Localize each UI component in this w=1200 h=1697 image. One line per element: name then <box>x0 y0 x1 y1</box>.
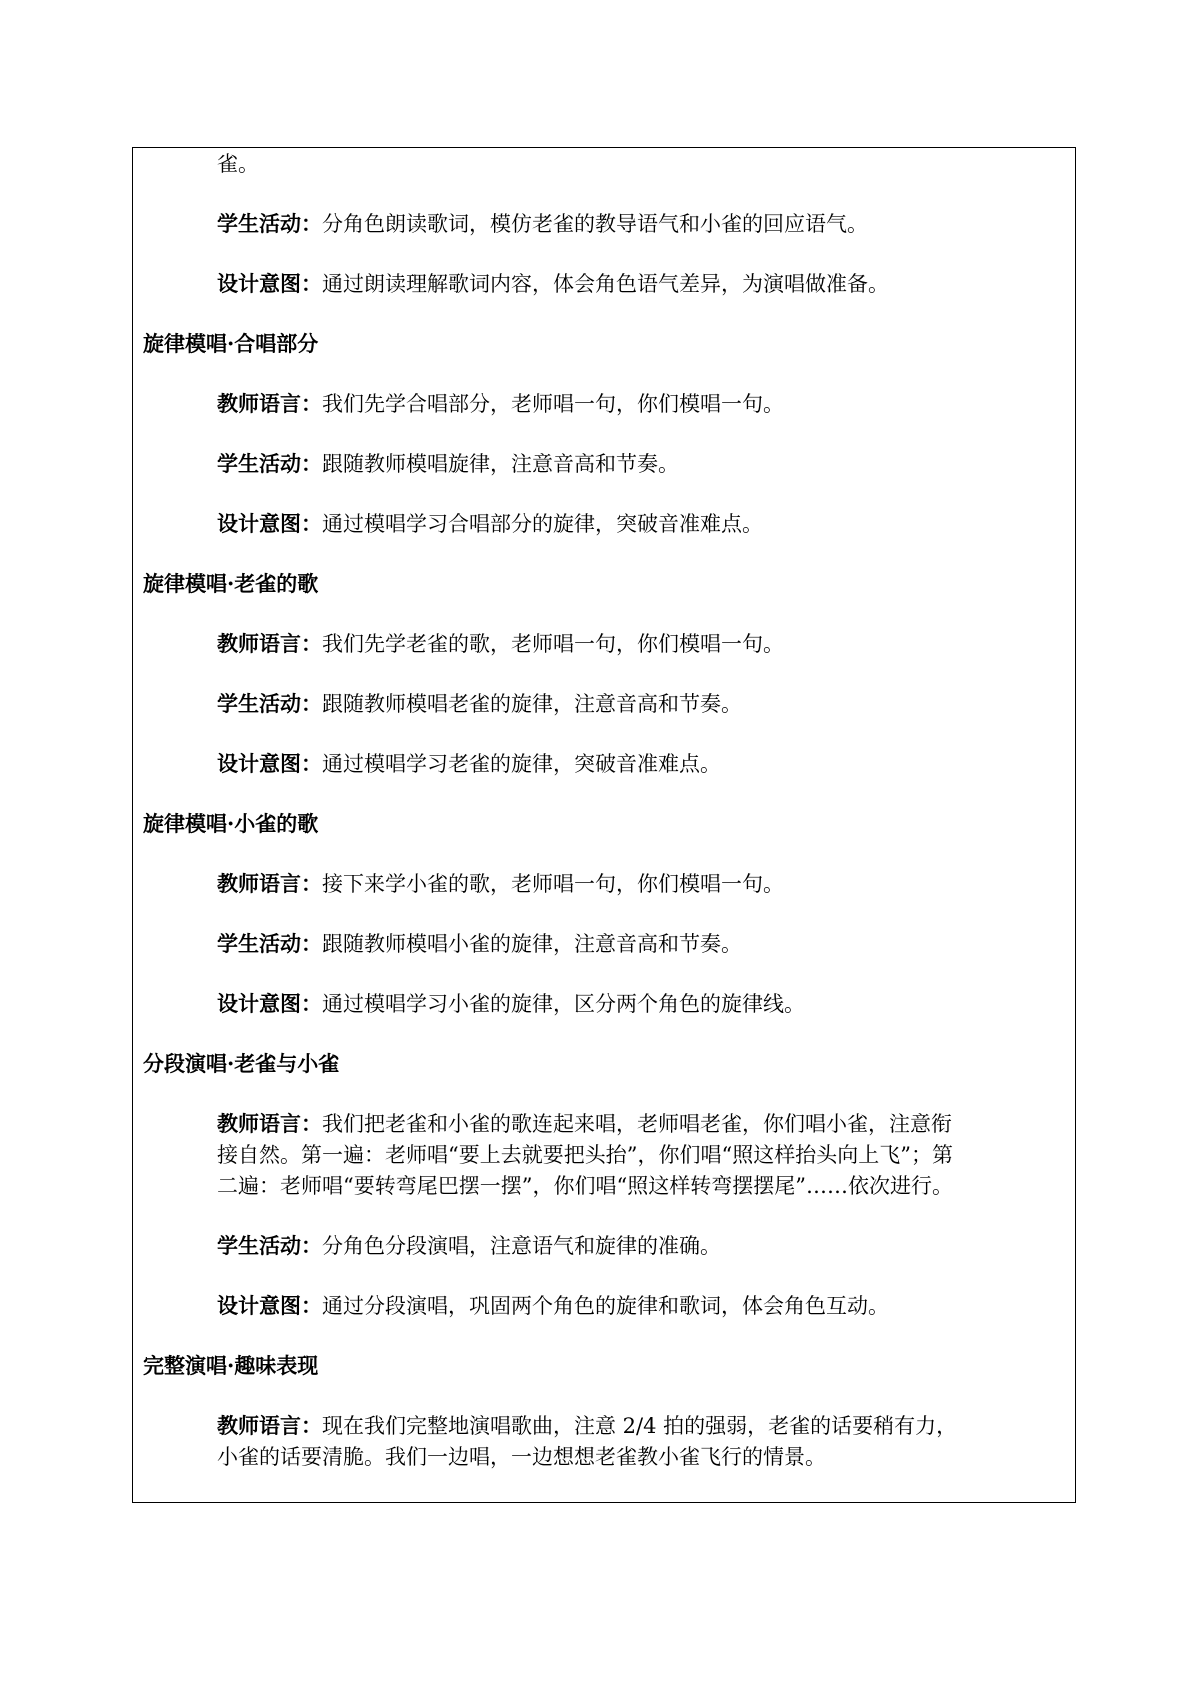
student-activity-label: 学生活动： <box>217 1233 322 1258</box>
section-heading: 完整演唱·趣味表现 <box>143 1353 319 1378</box>
teacher-language-line-3: 二遍：老师唱“要转弯尾巴摆一摆”，你们唱“照这样转弯摆摆尾”……依次进行。 <box>217 1174 953 1198</box>
student-activity-paragraph: 学生活动：分角色分段演唱，注意语气和旋律的准确。 <box>217 1233 721 1258</box>
teacher-language-line-2: 小雀的话要清脆。我们一边唱，一边想想老雀教小雀飞行的情景。 <box>217 1445 826 1469</box>
teacher-language-paragraph: 教师语言：现在我们完整地演唱歌曲，注意 2/4 拍的强弱，老雀的话要稍有力， <box>217 1413 958 1438</box>
design-intent-paragraph: 设计意图：通过朗读理解歌词内容，体会角色语气差异，为演唱做准备。 <box>217 271 889 296</box>
teacher-language-paragraph: 教师语言：我们把老雀和小雀的歌连起来唱，老师唱老雀，你们唱小雀，注意衔 <box>217 1111 952 1136</box>
continuation-text: 雀。 <box>217 152 259 176</box>
section-heading: 旋律模唱·合唱部分 <box>143 331 319 356</box>
student-activity-paragraph: 学生活动：分角色朗读歌词，模仿老雀的教导语气和小雀的回应语气。 <box>217 211 868 236</box>
student-activity-label: 学生活动： <box>217 211 322 236</box>
section-heading: 旋律模唱·小雀的歌 <box>143 811 319 836</box>
design-intent-label: 设计意图： <box>217 991 322 1016</box>
section-heading: 分段演唱·老雀与小雀 <box>143 1051 340 1076</box>
design-intent-paragraph: 设计意图：通过分段演唱，巩固两个角色的旋律和歌词，体会角色互动。 <box>217 1293 889 1318</box>
teacher-language-label: 教师语言： <box>217 391 322 416</box>
teacher-language-label: 教师语言： <box>217 1111 322 1136</box>
student-activity-paragraph: 学生活动：跟随教师模唱旋律，注意音高和节奏。 <box>217 451 679 476</box>
design-intent-paragraph: 设计意图：通过模唱学习老雀的旋律，突破音准难点。 <box>217 751 721 776</box>
teacher-language-label: 教师语言： <box>217 631 322 656</box>
teacher-language-label: 教师语言： <box>217 871 322 896</box>
design-intent-label: 设计意图： <box>217 1293 322 1318</box>
teacher-language-paragraph: 教师语言：接下来学小雀的歌，老师唱一句，你们模唱一句。 <box>217 871 784 896</box>
design-intent-label: 设计意图： <box>217 271 322 296</box>
section-heading: 旋律模唱·老雀的歌 <box>143 571 319 596</box>
design-intent-label: 设计意图： <box>217 511 322 536</box>
student-activity-label: 学生活动： <box>217 451 322 476</box>
teacher-language-label: 教师语言： <box>217 1413 322 1438</box>
teacher-language-line-2: 接自然。第一遍：老师唱“要上去就要把头抬”，你们唱“照这样抬头向上飞”；第 <box>217 1143 953 1167</box>
student-activity-paragraph: 学生活动：跟随教师模唱老雀的旋律，注意音高和节奏。 <box>217 691 742 716</box>
student-activity-label: 学生活动： <box>217 931 322 956</box>
design-intent-paragraph: 设计意图：通过模唱学习合唱部分的旋律，突破音准难点。 <box>217 511 763 536</box>
student-activity-label: 学生活动： <box>217 691 322 716</box>
design-intent-paragraph: 设计意图：通过模唱学习小雀的旋律，区分两个角色的旋律线。 <box>217 991 805 1016</box>
student-activity-paragraph: 学生活动：跟随教师模唱小雀的旋律，注意音高和节奏。 <box>217 931 742 956</box>
teacher-language-paragraph: 教师语言：我们先学合唱部分，老师唱一句，你们模唱一句。 <box>217 391 784 416</box>
teacher-language-paragraph: 教师语言：我们先学老雀的歌，老师唱一句，你们模唱一句。 <box>217 631 784 656</box>
design-intent-label: 设计意图： <box>217 751 322 776</box>
